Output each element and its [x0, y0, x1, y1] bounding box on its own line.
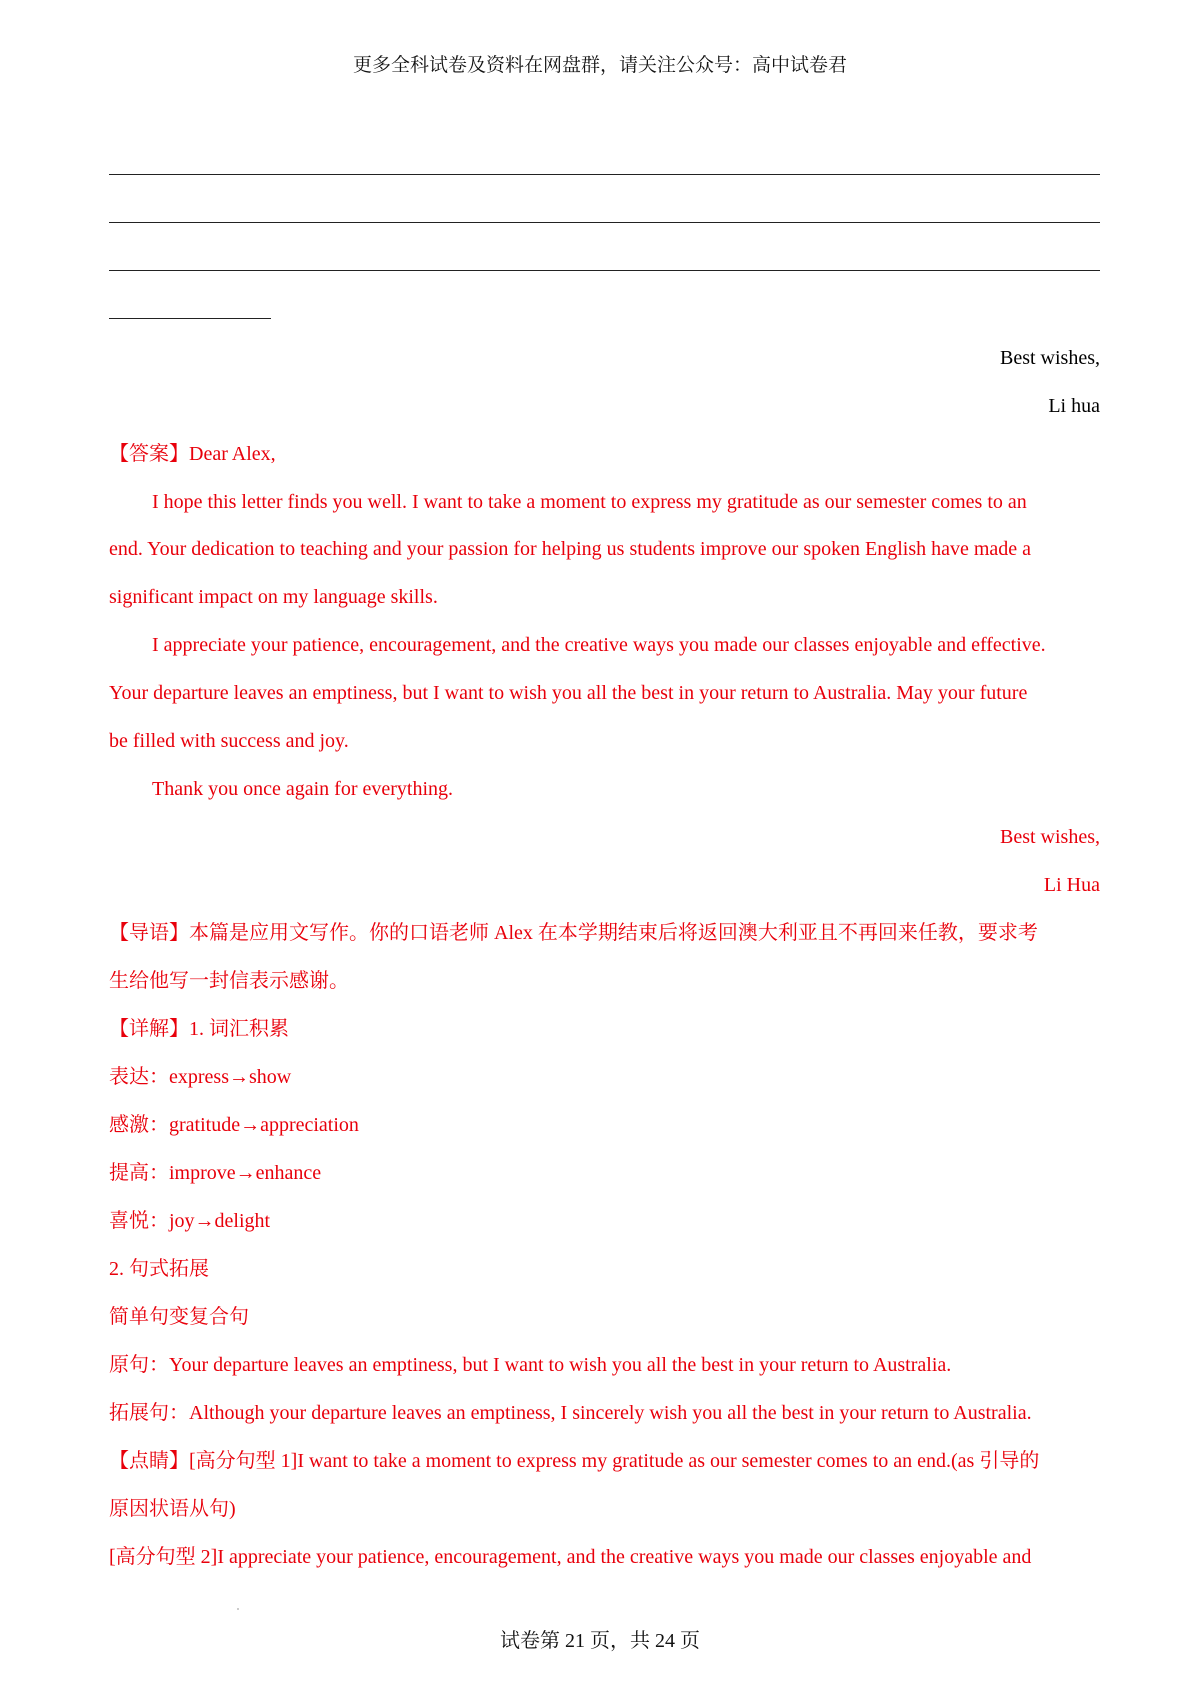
- vocab-item: 提高：improve→enhance: [109, 1162, 322, 1184]
- answer-closing: Best wishes,: [1000, 826, 1100, 848]
- detail-subheading: 简单句变复合句: [109, 1306, 249, 1328]
- answer-salutation: Dear Alex,: [189, 443, 276, 465]
- page-footer: 试卷第 21 页，共 24 页: [500, 1630, 700, 1652]
- highlight-label: 【点睛】: [109, 1450, 189, 1472]
- highlight-line-3: [高分句型 2]I appreciate your patience, encouragement, and the creative ways you made our classes enjoyable and: [109, 1546, 1032, 1568]
- answer-paragraph-3: Thank you once again for everything.: [152, 778, 454, 800]
- answer-label: 【答案】: [109, 443, 189, 465]
- highlight-line-1: [109, 1449, 1100, 1473]
- answer-paragraph-1-line-2: end. Your dedication to teaching and your passion for helping us students improve our spoken English have made a: [109, 538, 1032, 560]
- vocab-item: 表达：express→show: [109, 1066, 292, 1088]
- guide-line-1: [109, 921, 1100, 945]
- guide-text-1: 本篇是应用文写作。你的口语老师 Alex 在本学期结束后将返回澳大利亚且不再回来任教，要求考: [189, 922, 1038, 944]
- scan-speck: [237, 1608, 239, 1610]
- blank-line: [109, 222, 1100, 223]
- guide-line-2: 生给他写一封信表示感谢。: [109, 970, 349, 992]
- answer-paragraph-2-line-1: I appreciate your patience, encouragement, and the creative ways you made our classes enjoyable and effective.: [152, 634, 1046, 656]
- answer-paragraph-2-line-3: be filled with success and joy.: [109, 730, 349, 752]
- extended-sentence: 拓展句：Although your departure leaves an emptiness, I sincerely wish you all the best in your return to Australia.: [109, 1402, 1032, 1424]
- blank-line: [109, 270, 1100, 271]
- detail-heading-sentence: 2. 句式拓展: [109, 1258, 209, 1280]
- blank-letter-signature: Li hua: [1048, 395, 1100, 417]
- answer-paragraph-2-line-2: Your departure leaves an emptiness, but I want to wish you all the best in your return to Australia. May your future: [109, 682, 1028, 704]
- answer-signature: Li Hua: [1043, 874, 1100, 896]
- detail-heading-line: [109, 1017, 1100, 1041]
- original-sentence: 原句：Your departure leaves an emptiness, but I want to wish you all the best in your return to Australia.: [109, 1354, 952, 1376]
- answer-paragraph-1-line-3: significant impact on my language skills.: [109, 586, 438, 608]
- guide-label: 【导语】: [109, 922, 189, 944]
- answer-salutation-line: [109, 442, 1100, 466]
- vocab-item: 喜悦：joy→delight: [109, 1210, 271, 1232]
- blank-letter-closing: Best wishes,: [1000, 347, 1100, 369]
- blank-line: [109, 318, 271, 319]
- answer-paragraph-1-line-1: I hope this letter finds you well. I want to take a moment to express my gratitude as our semester comes to an: [152, 491, 1027, 513]
- detail-label: 【详解】: [109, 1018, 189, 1040]
- page-header: 更多全科试卷及资料在网盘群，请关注公众号：高中试卷君: [352, 55, 847, 76]
- highlight-line-2: 原因状语从句): [109, 1498, 236, 1520]
- detail-heading-vocab: 1. 词汇积累: [189, 1018, 289, 1040]
- vocab-item: 感激：gratitude→appreciation: [109, 1114, 359, 1136]
- highlight-text-1: [高分句型 1]I want to take a moment to express my gratitude as our semester comes to an end.(as 引导的: [189, 1450, 1040, 1472]
- blank-line: [109, 174, 1100, 175]
